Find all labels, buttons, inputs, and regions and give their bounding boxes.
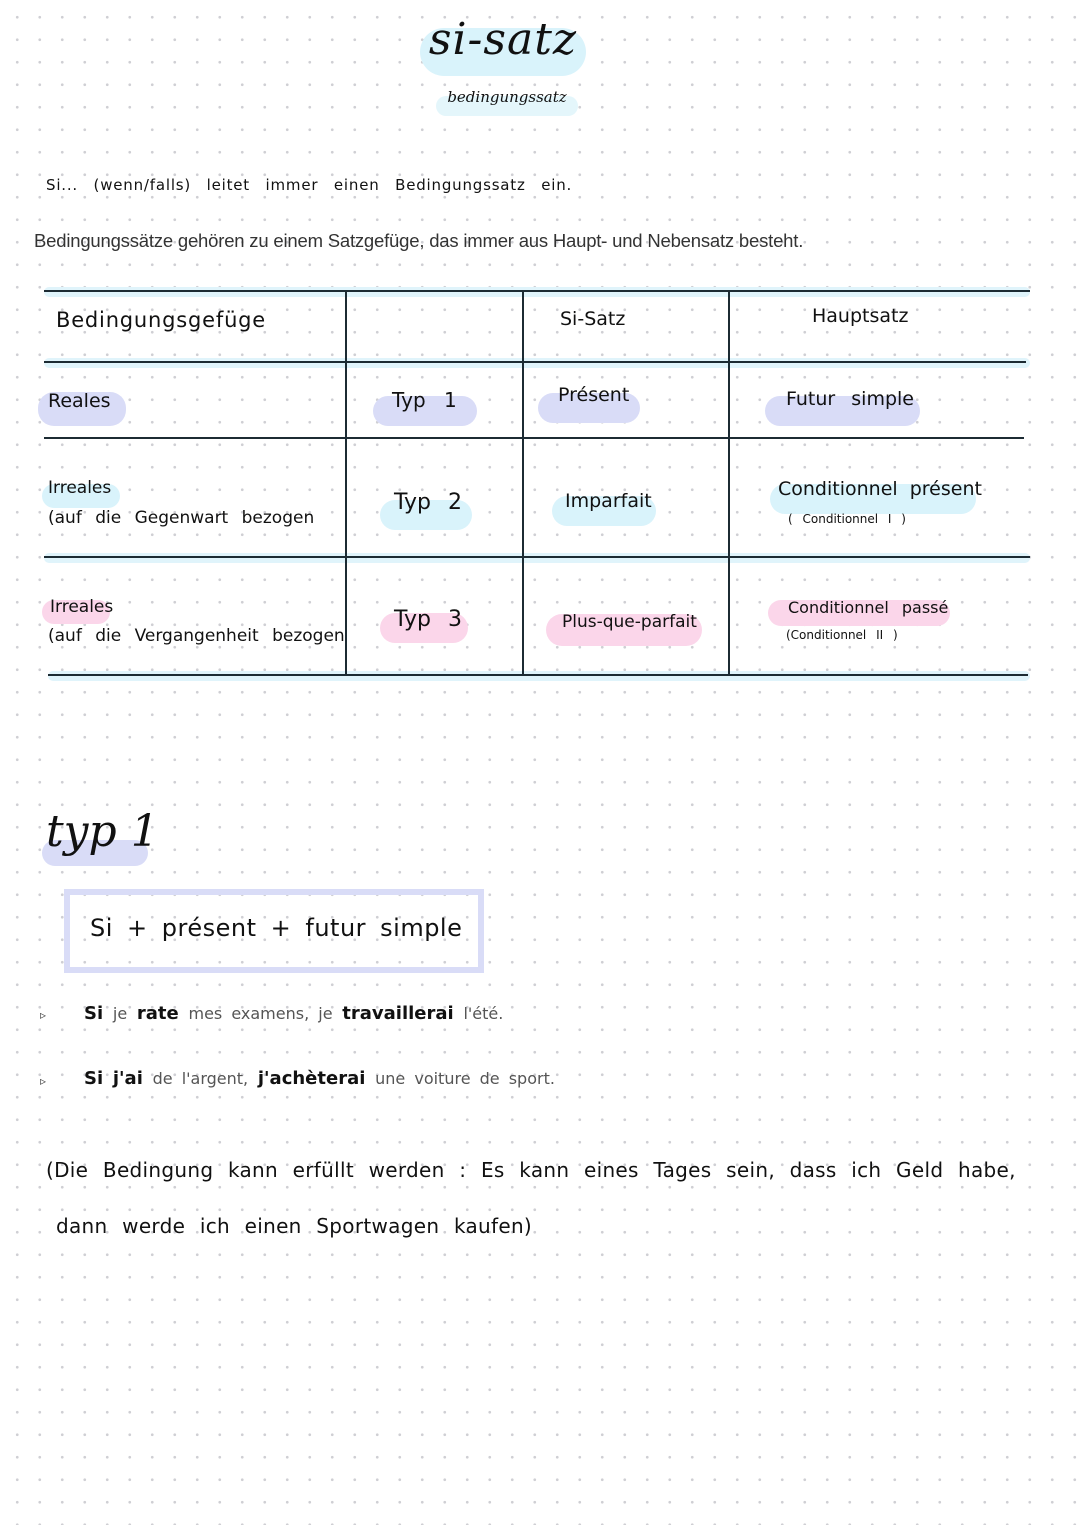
example-si: Si <box>84 1068 104 1089</box>
header-hauptsatz: Hauptsatz <box>812 305 909 327</box>
bullet-icon: ▹ <box>40 1008 47 1022</box>
page-title: si-satz <box>428 14 578 65</box>
example-sentence-2 <box>84 1068 555 1089</box>
row-sublabel: (auf die Gegenwart bezogen <box>48 508 315 528</box>
row-type: Typ 1 <box>392 388 457 412</box>
row-si-tense: Plus-que-parfait <box>562 612 697 632</box>
row-label: Irreales <box>50 597 114 617</box>
example-si: Si <box>84 1003 104 1024</box>
table-divider <box>522 290 524 676</box>
row-label: Irreales <box>48 478 112 498</box>
page-subtitle: bedingungssatz <box>447 88 567 106</box>
table-line-glow <box>48 671 1030 681</box>
table-line-top <box>44 290 1030 292</box>
example-part: je <box>112 1004 128 1023</box>
row-haupt-tense: Conditionnel présent <box>778 478 982 500</box>
header-si-satz: Si-Satz <box>560 308 626 330</box>
intro-line-2: Bedingungssätze gehören zu einem Satzgefüge, das immer aus Haupt- und Nebensatz besteht. <box>34 230 804 251</box>
row-si-tense: Présent <box>558 384 630 406</box>
table-divider <box>345 290 347 676</box>
example-part: l'été. <box>463 1004 504 1023</box>
example-sentence-1 <box>84 1003 503 1024</box>
example-verb: travaillerai <box>342 1003 454 1024</box>
table-line <box>44 361 1026 363</box>
note-line-1: (Die Bedingung kann erfüllt werden : Es kann eines Tages sein, dass ich Geld habe, <box>46 1158 1016 1182</box>
formula-text: Si + présent + futur simple <box>90 914 463 942</box>
row-haupt-sub: (Conditionnel II ) <box>786 628 898 642</box>
note-line-2: dann werde ich einen Sportwagen kaufen) <box>56 1214 533 1238</box>
table-line-glow <box>44 358 1030 368</box>
row-label: Reales <box>48 390 111 412</box>
row-si-tense: Imparfait <box>565 490 652 512</box>
row-haupt-tense: Futur simple <box>786 388 914 410</box>
section-title: typ 1 <box>46 806 159 857</box>
example-verb: rate <box>136 1003 179 1024</box>
example-part: mes examens, je <box>188 1004 333 1023</box>
table-line-glow <box>44 553 1030 563</box>
bullet-icon: ▹ <box>40 1074 47 1088</box>
table-line-glow <box>44 287 1030 297</box>
example-verb: j'achèterai <box>257 1068 366 1089</box>
intro-line-1: Si... (wenn/falls) leitet immer einen Bedingungssatz ein. <box>46 176 573 194</box>
table-divider <box>728 290 730 676</box>
table-line <box>44 556 1030 558</box>
row-haupt-tense: Conditionnel passé <box>788 598 949 617</box>
row-sublabel: (auf die Vergangenheit bezogen <box>48 626 345 646</box>
table-line-bottom <box>48 674 1028 676</box>
header-bedingungsgefuege: Bedingungsgefüge <box>56 308 267 332</box>
table-line <box>44 437 1024 439</box>
example-part: de l'argent, <box>152 1069 249 1088</box>
example-verb: j'ai <box>112 1068 143 1089</box>
row-type: Typ 3 <box>394 607 462 632</box>
row-haupt-sub: ( Conditionnel I ) <box>788 512 906 526</box>
example-part: une voiture de sport. <box>375 1069 555 1088</box>
row-type: Typ 2 <box>394 490 462 515</box>
